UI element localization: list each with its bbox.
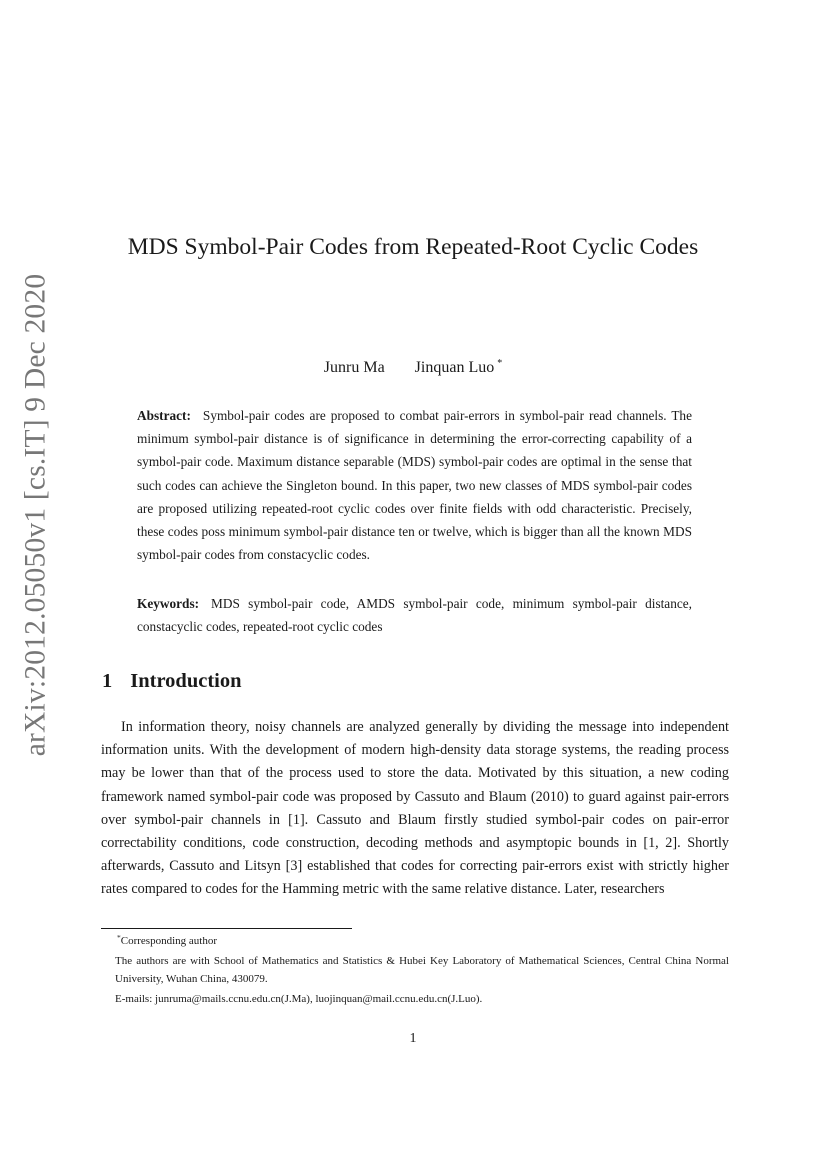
section-heading: [102, 670, 242, 693]
section-number: 1: [102, 670, 113, 692]
abstract: [137, 404, 692, 566]
keywords: [137, 592, 692, 638]
footnote-corresponding: [101, 929, 729, 950]
paper-title: MDS Symbol-Pair Codes from Repeated-Root Cyclic Codes: [127, 234, 699, 260]
author-name: Jinquan Luo: [414, 359, 495, 376]
footnotes: [101, 929, 729, 1008]
page-number: 1: [409, 1031, 417, 1046]
introduction-paragraph: In information theory, noisy channels are analyzed generally by dividing the message into independent information units. With the development of modern high-density data storage systems, the reading process may be lower than that of the process used to store the data. Motivated by this situation, a new coding framework named symbol-pair code was proposed by Cassuto and Blaum (2010) to guard against pair-errors over symbol-pair channels in [1]. Cassuto and Blaum firstly studied symbol-pair codes on pair-error correctability conditions, code construction, decoding methods and asymptopic bounds in [1, 2]. Shortly afterwards, Cassuto and Litsyn [3] established that codes for correcting pair-errors exist with strictly higher rates compared to codes for the Hamming metric with the same relative distance. Later, researchers: [101, 719, 729, 898]
author-name: Junru Ma: [323, 359, 385, 376]
corresponding-mark: *: [497, 358, 503, 369]
footnote-affiliation: The authors are with School of Mathematics and Statistics & Hubei Key Laboratory of Mathematical Sciences, Central China Normal University, Wuhan China, 430079.: [115, 955, 729, 985]
arxiv-identifier-text: arXiv:2012.05050v1 [cs.IT] 9 Dec 2020: [19, 273, 52, 757]
keywords-text: MDS symbol-pair code, AMDS symbol-pair code, minimum symbol-pair distance, constacyclic codes, repeated-root cyclic codes: [137, 596, 692, 635]
footnote-mark: *: [117, 933, 121, 942]
abstract-text: Symbol-pair codes are proposed to combat pair-errors in symbol-pair read channels. The minimum symbol-pair distance is of significance in determining the error-correcting capability of a symbol-pair code. Maximum distance separable (MDS) symbol-pair codes are optimal in the sense that such codes can achieve the Singleton bound. In this paper, two new classes of MDS symbol-pair codes are proposed utilizing repeated-root cyclic codes over finite fields with odd characteristic. Precisely, these codes poss minimum symbol-pair distance ten or twelve, which is bigger than all the known MDS symbol-pair codes from constacyclic codes.: [137, 408, 692, 563]
keywords-label: Keywords:: [137, 596, 200, 611]
abstract-label: Abstract:: [137, 408, 191, 423]
footnote-corresponding-text: Corresponding author: [120, 935, 217, 947]
section-title-text: Introduction: [130, 670, 242, 692]
author-list: [0, 358, 826, 377]
footnote-emails: E-mails: junruma@mails.ccnu.edu.cn(J.Ma), luojinquan@mail.ccnu.edu.cn(J.Luo).: [115, 993, 483, 1005]
